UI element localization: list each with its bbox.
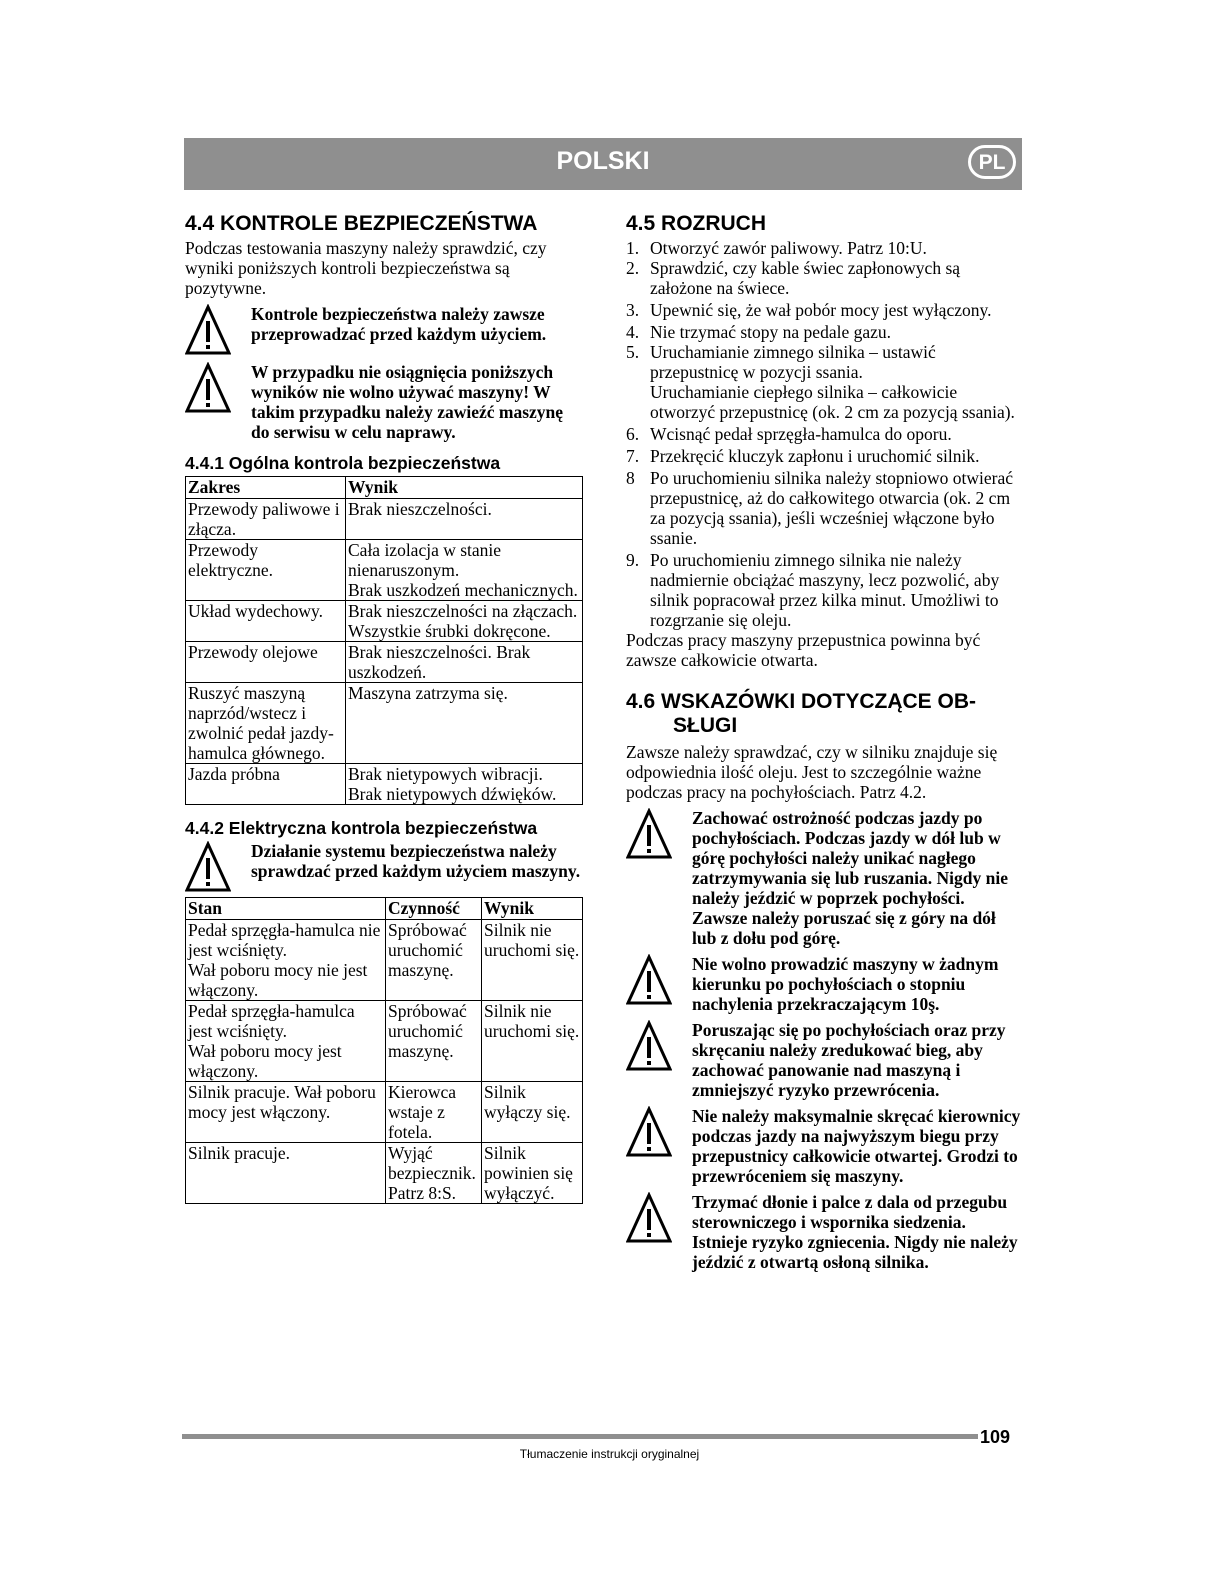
warning-text: Poruszając się po pochyłościach oraz przy skręcaniu należy zredukować bieg, aby zachować panowanie nad maszyną i zmniejszyć ryzyko przewrócenia. <box>692 1020 1006 1100</box>
cell-line: Wał poboru mocy nie jest włączony. <box>188 960 368 1000</box>
cell-line: Brak uszkodzeń mechanicznych. <box>348 580 578 600</box>
warning-block <box>185 304 583 356</box>
step-text: Upewnić się, że wał pobór mocy jest wyłączony. <box>650 300 992 320</box>
warning-text: Nie należy maksymalnie skręcać kierownicy podczas jazdy na najwyższym biegu przy przepustnicy całkowicie otwartej. Grodzi to przewróceniem się maszyny. <box>692 1106 1021 1186</box>
step-text: Wcisnąć pedał sprzęgła-hamulca do oporu. <box>650 424 952 444</box>
table-row <box>186 1082 583 1143</box>
warning-block <box>626 954 1022 1014</box>
list-item <box>626 300 1022 320</box>
cell-line: Cała izolacja w stanie nienaruszonym. <box>348 540 502 580</box>
warning-triangle-icon <box>626 1192 692 1244</box>
step-number: 8 <box>626 468 635 488</box>
list-item <box>626 238 1022 258</box>
step-text: Nie trzymać stopy na pedale gazu. <box>650 322 892 342</box>
table-cell: Jazda próbna <box>186 764 346 805</box>
table-cell: Wyjąć bezpiecznik. Patrz 8:S. <box>386 1143 482 1204</box>
list-item <box>626 424 1022 444</box>
cell-line: Pedał sprzęgła-hamulca nie jest wciśnięty. <box>188 920 381 960</box>
table-row <box>186 1143 583 1204</box>
table-cell: Przewody olejowe <box>186 642 346 683</box>
table-cell: Przewody elektryczne. <box>186 540 346 601</box>
warning-text: W przypadku nie osiągnięcia poniższych wyników nie wolno używać maszyny! W takim przypadku należy zawieźć maszynę do serwisu w celu naprawy. <box>251 362 564 442</box>
table-row <box>186 920 583 1001</box>
section-4-5-note: Podczas pracy maszyny przepustnica powinna być zawsze całkowicie otwarta. <box>626 630 981 670</box>
warning-text: Zachować ostrożność podczas jazdy po pochyłościach. Podczas jazdy w dół lub w górę pochyłości należy unikać nagłego zatrzymywania się lub ruszania. Nigdy nie należy jeździć w poprzek pochyłości. Zawsze należy poruszać się z góry na dół lub z dołu pod górę. <box>692 808 1008 948</box>
table-cell: Maszyna zatrzyma się. <box>346 683 583 764</box>
right-column <box>626 212 1022 1272</box>
table-row <box>186 683 583 764</box>
table-header: Wynik <box>346 477 583 499</box>
table-row <box>186 642 583 683</box>
warning-text: Działanie systemu bezpieczeństwa należy sprawdzać przed każdym użyciem maszyny. <box>251 841 581 881</box>
list-item <box>626 342 1022 382</box>
table-header: Zakres <box>186 477 346 499</box>
table-cell: Silnik nie uruchomi się. <box>482 920 583 1001</box>
table-row <box>186 540 583 601</box>
table-cell: Spróbować uruchomić maszynę. <box>386 920 482 1001</box>
footer-note: Tłumaczenie instrukcji oryginalnej <box>519 1447 700 1461</box>
warning-triangle-icon <box>185 304 251 356</box>
table-cell: Brak nieszczelności. Brak uszkodzeń. <box>346 642 583 683</box>
section-4-6-intro: Zawsze należy sprawdzać, czy w silniku znajduje się odpowiednia ilość oleju. Jest to szczególnie ważne podczas pracy na pochyłościach. Patrz 4.2. <box>626 742 998 802</box>
table-cell: Silnik pracuje. Wał poboru mocy jest włączony. <box>186 1082 386 1143</box>
list-item <box>626 446 1022 466</box>
header-banner <box>184 138 1022 190</box>
table-header: Stan <box>186 898 386 920</box>
cell-line: Wał poboru mocy jest włączony. <box>188 1041 342 1081</box>
step-number <box>626 382 650 422</box>
warning-block <box>185 362 583 442</box>
table-cell: Silnik nie uruchomi się. <box>482 1001 583 1082</box>
table-cell <box>346 764 583 805</box>
table-cell: Brak nieszczelności. <box>346 499 583 540</box>
warning-text: Kontrole bezpieczeństwa należy zawsze przeprowadzać przed każdym użyciem. <box>251 304 547 344</box>
section-4-4-intro: Podczas testowania maszyny należy sprawdzić, czy wyniki poniższych kontroli bezpieczeństwa są pozytywne. <box>185 238 547 298</box>
section-4-4-title: 4.4 KONTROLE BEZPIECZEŃSTWA <box>185 212 538 235</box>
warning-block <box>185 841 583 893</box>
step-number: 7. <box>626 446 640 466</box>
list-item <box>626 550 1022 630</box>
list-item <box>626 468 1022 548</box>
section-4-6-title <box>626 690 1022 738</box>
list-item <box>626 382 1022 422</box>
table-header-row <box>186 898 583 920</box>
section-4-6-title-line: 4.6 WSKAZÓWKI DOTYCZĄCE OB- <box>626 690 976 713</box>
step-number: 1. <box>626 238 640 258</box>
language-title: POLSKI <box>556 147 650 175</box>
cell-line: Brak nieszczelności na złączach. <box>348 601 578 621</box>
table-row <box>186 1001 583 1082</box>
step-text: Przekręcić kluczyk zapłonu i uruchomić silnik. <box>650 446 980 466</box>
table-cell: Silnik wyłączy się. <box>482 1082 583 1143</box>
table-cell: Silnik powinien się wyłączyć. <box>482 1143 583 1204</box>
warning-block <box>626 808 1022 948</box>
step-number: 9. <box>626 550 640 570</box>
step-number: 6. <box>626 424 640 444</box>
footer-rule <box>182 1434 978 1439</box>
step-number: 3. <box>626 300 640 320</box>
table-cell: Układ wydechowy. <box>186 601 346 642</box>
warning-text: Trzymać dłonie i palce z dala od przegubu sterowniczego i wspornika siedzenia. Istnieje ryzyko zgniecenia. Nigdy nie należy jeździć z otwartą osłoną silnika. <box>692 1192 1018 1272</box>
warning-triangle-icon <box>185 841 251 893</box>
table-cell: Kierowca wstaje z fotela. <box>386 1082 482 1143</box>
language-badge: PL <box>968 145 1016 179</box>
warning-block <box>626 1106 1022 1186</box>
section-4-6-title-line: SŁUGI <box>673 714 738 737</box>
step-text: Po uruchomieniu zimnego silnika nie należy nadmiernie obciążać maszyny, lecz pozwolić, aby silnik popracował przez kilka minut. Umożliwi to rozgrzanie się oleju. <box>650 550 1000 630</box>
table-header: Czynność <box>386 898 482 920</box>
table-cell: Silnik pracuje. <box>186 1143 386 1204</box>
page-number: 109 <box>980 1427 1011 1447</box>
step-text: Po uruchomieniu silnika należy stopniowo otwierać przepustnicę, aż do całkowitego otwarcia (ok. 2 cm za pozycją ssania), jeśli wcześniej włączone było ssanie. <box>650 468 1014 548</box>
table-cell <box>186 1001 386 1082</box>
warning-triangle-icon <box>185 362 251 414</box>
step-number: 5. <box>626 342 640 362</box>
warning-triangle-icon <box>626 954 692 1006</box>
section-4-4-1-title: 4.4.1 Ogólna kontrola bezpieczeństwa <box>185 453 501 473</box>
step-text: Sprawdzić, czy kable świec zapłonowych są założone na świece. <box>650 258 961 298</box>
table-cell <box>346 601 583 642</box>
table-cell <box>186 920 386 1001</box>
table-cell <box>346 540 583 601</box>
table-cell: Spróbować uruchomić maszynę. <box>386 1001 482 1082</box>
table-header: Wynik <box>482 898 583 920</box>
electrical-safety-table <box>185 897 583 1204</box>
warning-block <box>626 1192 1022 1272</box>
step-text: Otworzyć zawór paliwowy. Patrz 10:U. <box>650 238 927 258</box>
table-cell: Przewody paliwowe i złącza. <box>186 499 346 540</box>
warning-block <box>626 1020 1022 1100</box>
cell-line: Wszystkie śrubki dokręcone. <box>348 621 551 641</box>
start-steps-list <box>626 238 1022 630</box>
cell-line: Brak nietypowych dźwięków. <box>348 784 557 804</box>
table-cell: Ruszyć maszyną naprzód/wstecz i zwolnić pedał jazdy-hamulca głównego. <box>186 683 346 764</box>
left-column <box>185 212 583 1204</box>
section-4-5-title: 4.5 ROZRUCH <box>626 212 767 235</box>
step-number: 4. <box>626 322 640 342</box>
general-safety-table <box>185 476 583 805</box>
cell-line: Pedał sprzęgła-hamulca jest wciśnięty. <box>188 1001 355 1041</box>
table-header-row <box>186 477 583 499</box>
section-4-4-2-title: 4.4.2 Elektryczna kontrola bezpieczeństwa <box>185 818 538 838</box>
step-number: 2. <box>626 258 640 278</box>
table-row <box>186 601 583 642</box>
table-row <box>186 764 583 805</box>
list-item <box>626 258 1022 298</box>
step-text: Uruchamianie ciepłego silnika – całkowicie otworzyć przepustnicę (ok. 2 cm za pozycją ssania). <box>650 382 1015 422</box>
warning-triangle-icon <box>626 808 692 860</box>
warning-triangle-icon <box>626 1106 692 1158</box>
step-text: Uruchamianie zimnego silnika – ustawić przepustnicę w pozycji ssania. <box>650 342 936 382</box>
cell-line: Brak nietypowych wibracji. <box>348 764 543 784</box>
list-item <box>626 322 1022 342</box>
warning-text: Nie wolno prowadzić maszyny w żadnym kierunku po pochyłościach o stopniu nachylenia przekraczającym 10ş. <box>692 954 999 1014</box>
warning-triangle-icon <box>626 1020 692 1072</box>
table-row <box>186 499 583 540</box>
